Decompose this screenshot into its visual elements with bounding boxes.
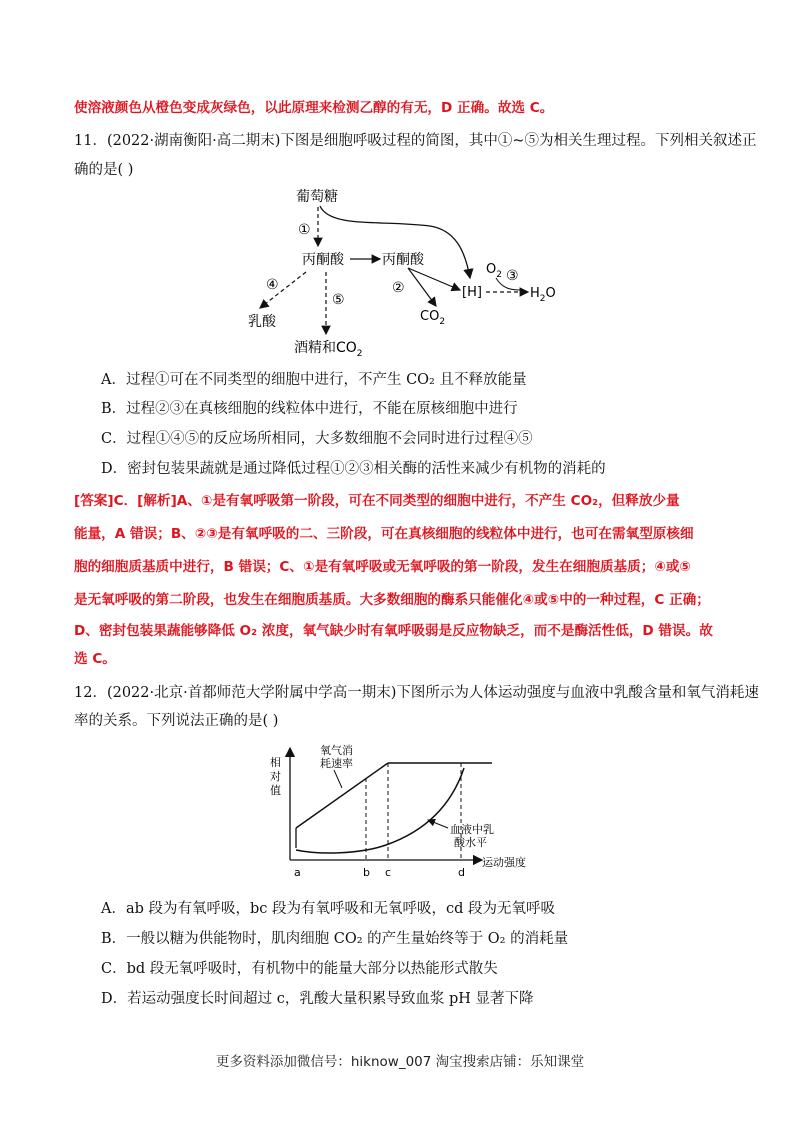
respiration-diagram — [230, 180, 590, 360]
pyruvate-b-label: 丙酮酸 — [382, 252, 424, 268]
lactic-series-label-1: 血液中乳 — [450, 823, 494, 836]
process-3-label: ③ — [506, 268, 519, 284]
oxygen-series-label-2: 耗速率 — [320, 757, 353, 770]
top-answer: 使溶液颜色从橙色变成灰绿色，以此原理来检测乙醇的有无，D 正确。故选 C。 — [74, 100, 554, 116]
tick-label-d: d — [458, 866, 465, 879]
q11-option-c: C．过程①④⑤的反应场所相同，大多数细胞不会同时进行过程④⑤ — [101, 431, 533, 447]
oxygen-label-pointer — [334, 770, 342, 788]
q12-option-a: A．ab 段为有氧呼吸，bc 段为有氧呼吸和无氧呼吸，cd 段为无氧呼吸 — [101, 901, 556, 917]
o2-label: $O_2$ — [486, 262, 502, 280]
process-5-label: ⑤ — [332, 292, 345, 308]
pyruvate-a-label: 丙酮酸 — [302, 252, 344, 268]
y-axis-label-2: 对 — [270, 770, 281, 783]
q12-option-c: C．bd 段无氧呼吸时，有机物中的能量大部分以热能形式散失 — [101, 961, 498, 977]
oxygen-series-label-1: 氧气消 — [320, 744, 353, 757]
q11-option-b: B．过程②③在真核细胞的线粒体中进行，不能在原核细胞中进行 — [101, 401, 518, 417]
q11-answer-line6: 选 C。 — [74, 651, 116, 667]
tick-label-a: a — [294, 866, 301, 879]
process-2-label: ② — [392, 280, 405, 296]
q11-stem-line1: 11．(2022·湖南衡阳·高二期末)下图是细胞呼吸过程的简图，其中①~⑤为相关生理过程。下列相关叙述正 — [74, 133, 757, 149]
h-label: [H] — [462, 285, 482, 300]
co2-label: $CO_2$ — [420, 309, 446, 327]
q12-stem-line2: 率的关系。下列说法正确的是( ) — [74, 713, 279, 729]
x-axis-label: 运动强度 — [482, 856, 526, 869]
lactic-acid-label: 乳酸 — [248, 314, 276, 330]
y-axis-label-3: 值 — [270, 784, 281, 797]
q12-option-b: B．一般以糖为供能物时，肌肉细胞 CO₂ 的产生量始终等于 O₂ 的消耗量 — [101, 931, 569, 947]
alcohol-co2-label: 酒精和$CO_2$ — [294, 340, 363, 359]
h2o-label: $H_2O$ — [530, 286, 556, 304]
tick-label-c: c — [385, 866, 392, 879]
lactic-label-pointer — [428, 820, 448, 828]
process-1-label: ① — [298, 222, 311, 238]
lactic-series-label-2: 酸水平 — [454, 836, 487, 849]
q12-stem-line1: 12．(2022·北京·首都师范大学附属中学高一期末)下图所示为人体运动强度与血液中乳酸含量和氧气消耗速 — [74, 685, 759, 701]
q11-answer-line3: 胞的细胞质基质中进行，B 错误；C、①是有氧呼吸或无氧呼吸的第一阶段，发生在细胞质基质；④或⑤ — [74, 559, 691, 575]
q11-option-d: D．密封包装果蔬就是通过降低过程①②③相关酶的活性来减少有机物的消耗的 — [101, 461, 606, 477]
glucose-label: 葡萄糖 — [296, 189, 338, 205]
q11-stem-line2: 确的是( ) — [74, 162, 134, 178]
exercise-chart — [260, 740, 560, 880]
y-axis-label-1: 相 — [270, 756, 281, 769]
q11-answer-line2: 能量，A 错误；B、②③是有氧呼吸的二、三阶段，可在真核细胞的线粒体中进行，也可在需氧型原核细 — [74, 526, 694, 542]
tick-label-b: b — [363, 866, 370, 879]
q11-answer-line1: [答案]C．[解析]A、①是有氧呼吸第一阶段，可在不同类型的细胞中进行，不产生 CO₂，但释放少量 — [74, 493, 680, 509]
q11-answer-line4: 是无氧呼吸的第二阶段，也发生在细胞质基质。大多数细胞的酶系只能催化④或⑤中的一种过程，C 正确； — [74, 592, 710, 608]
process-4-label: ④ — [266, 277, 279, 293]
q11-answer-line5: D、密封包装果蔬能够降低 O₂ 浓度，氧气缺少时有氧呼吸弱是反应物缺乏，而不是酶活性低，D 错误。故 — [74, 623, 713, 639]
oxygen-consumption-line — [296, 763, 388, 828]
footer-text: 更多资料添加微信号：hiknow_007 淘宝搜索店铺：乐知课堂 — [215, 1054, 585, 1070]
q11-option-a: A．过程①可在不同类型的细胞中进行，不产生 CO₂ 且不释放能量 — [101, 372, 527, 388]
q12-option-d: D．若运动强度长时间超过 c，乳酸大量积累导致血浆 pH 显著下降 — [101, 991, 534, 1007]
